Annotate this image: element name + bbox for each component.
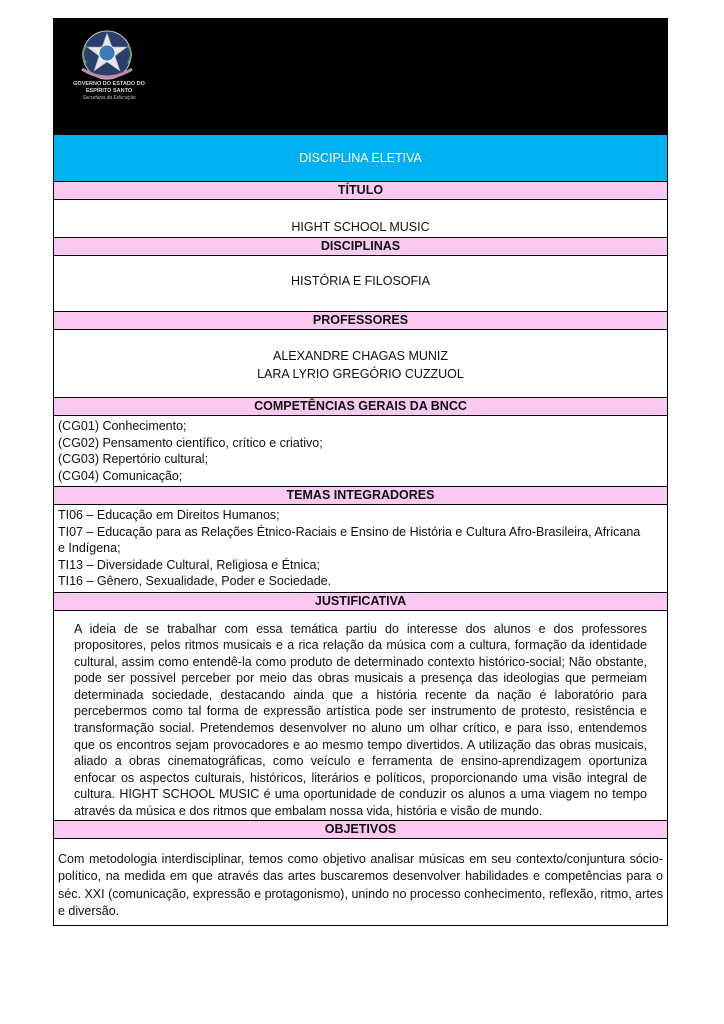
tema-item: TI06 – Educação em Direitos Humanos; xyxy=(58,508,280,522)
competencias-list xyxy=(54,416,667,487)
emblem-subtitle: Secretaria da Educação xyxy=(82,95,136,101)
section-title: DISCIPLINA ELETIVA xyxy=(54,135,667,182)
professores-heading: PROFESSORES xyxy=(54,312,667,330)
tema-item: TI07 – Educação para as Relações Étnico-Raciais e Ensino de História e Cultura Afro-Brasileira, Africana xyxy=(58,524,641,539)
disciplinas-heading: DISCIPLINAS xyxy=(54,238,667,256)
titulo-heading: TÍTULO xyxy=(54,182,667,200)
competencia-item: (CG03) Repertório cultural; xyxy=(58,452,209,466)
competencia-item: (CG04) Comunicação; xyxy=(58,468,183,483)
document-form xyxy=(53,18,668,926)
temas-heading: TEMAS INTEGRADORES xyxy=(54,487,667,505)
justificativa-text: A ideia de se trabalhar com essa temática partiu do interesse dos alunos e dos professores propositores, pelos ritmos musicais e a rica relação da música com a cultura, formação da identidade cultural, assim como entendê-la como produto de determinado contexto histórico-social; Não obstante, pode ser possível perceber por meio das obras musicais a presença das ideologias que permeiam determinada sociedade, destacando ainda que a história recente da nação é laboratório para percebermos como tal forma de expressão artística pode ser instrumento de protesto, resistência e transformação social. Pretendemos desenvolver no aluno um olhar crítico, e para isso, entendemos que os encontros sejam provocadores e ao mesmo tempo divertidos. A utilização das obras musicais, aliado a obras cinematográficas, como veículo e ferramenta de ensino-aprendizagem oportuniza enfocar os aspectos culturais, históricos, literários e políticos, proporcionando uma visão integral de cultura. HIGHT SCHOOL MUSIC é uma oportunidade de conduzir os alunos a uma viagem no tempo através da música e dos ritmos que embalam nossa vida, história e visão de mundo. xyxy=(54,611,667,821)
tema-item: TI13 – Diversidade Cultural, Religiosa e Étnica; xyxy=(58,557,320,572)
objetivos-text: Com metodologia interdisciplinar, temos como objetivo analisar músicas em seu contexto/conjuntura sócio-político, na medida em que através das artes buscaremos desenvolver habilidades e competências para o séc. XXI (comunicação, expressão e protagonismo), unindo no processo conhecimento, reflexão, ritmo, artes e diversão. xyxy=(58,851,663,919)
professor-name: ALEXANDRE CHAGAS MUNIZ xyxy=(272,349,449,363)
emblem-title: GOVERNO DO ESTADO DO ESPÍRITO SANTO xyxy=(73,81,145,94)
professor-name: LARA LYRIO GREGÓRIO CUZZUOL xyxy=(257,367,464,381)
competencias-heading: COMPETÊNCIAS GERAIS DA BNCC xyxy=(54,398,667,416)
competencia-item: (CG02) Pensamento científico, crítico e criativo; xyxy=(58,435,323,450)
justificativa-heading: JUSTIFICATIVA xyxy=(54,593,667,611)
header-banner xyxy=(54,19,667,135)
tema-item: e Indígena; xyxy=(58,541,121,555)
tema-item: TI16 – Gênero, Sexualidade, Poder e Sociedade. xyxy=(58,574,332,588)
temas-list xyxy=(54,505,667,593)
objetivos-heading: OBJETIVOS xyxy=(54,821,667,839)
competencia-item: (CG01) Conhecimento; xyxy=(58,419,187,433)
titulo-value: HIGHT SCHOOL MUSIC xyxy=(54,200,667,238)
disciplinas-value: HISTÓRIA E FILOSOFIA xyxy=(54,256,667,312)
professores-list xyxy=(54,330,667,398)
